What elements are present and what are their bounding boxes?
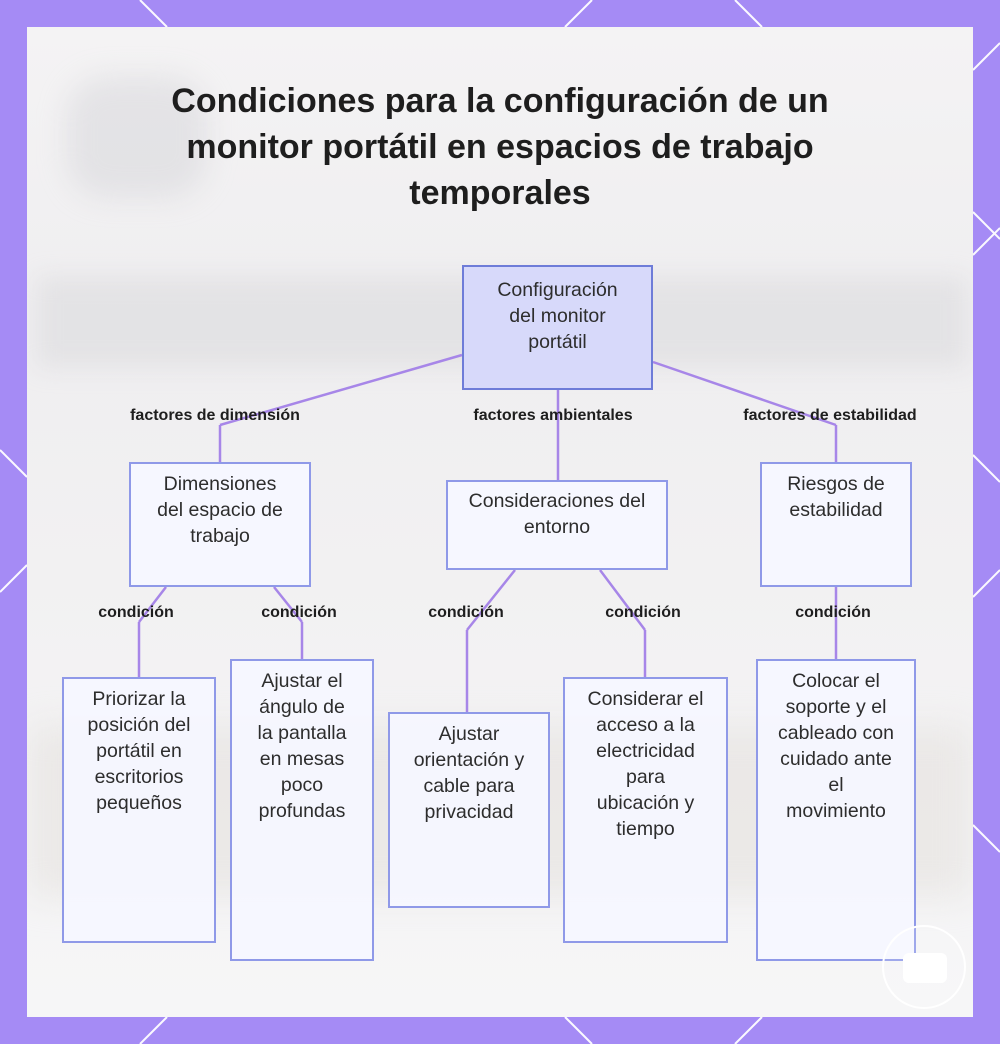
diagram-title: Condiciones para la configuración de un monitor portátil en espacios de trabajo temporales	[171, 82, 829, 212]
leaf-node-2	[388, 712, 550, 908]
branch-node-environment-label: Consideraciones del entorno	[468, 490, 646, 538]
condition-label-0: condición	[98, 604, 174, 621]
condition-label-1: condición	[261, 604, 337, 621]
condition-label-2: condición	[428, 604, 504, 621]
leaf-node-0-label: Priorizar la posición del portátil en escritorios pequeños	[87, 688, 191, 814]
leaf-node-0	[62, 677, 216, 943]
edge-label-dimension: factores de dimensión	[130, 407, 300, 424]
branch-node-environment	[446, 480, 668, 570]
leaf-node-3-label: Considerar el acceso a la electricidad para ubicación y tiempo	[587, 688, 704, 840]
chat-bubble-icon[interactable]	[882, 925, 966, 1009]
leaf-node-2-label: Ajustar orientación y cable para privacidad	[413, 723, 525, 823]
root-node	[462, 265, 653, 390]
edge-label-stability: factores de estabilidad	[743, 407, 917, 424]
edge-label-ambient: factores ambientales	[473, 407, 633, 424]
branch-node-stability	[760, 462, 912, 587]
leaf-node-4-label: Colocar el soporte y el cableado con cuidado ante el movimiento	[777, 670, 894, 822]
leaf-node-1	[230, 659, 374, 961]
branch-node-dimensions-label: Dimensiones del espacio de trabajo	[157, 473, 283, 547]
leaf-node-3	[563, 677, 728, 943]
leaf-node-4	[756, 659, 916, 961]
condition-label-3: condición	[605, 604, 681, 621]
condition-label-4: condición	[795, 604, 871, 621]
root-node-label: Configuración del monitor portátil	[497, 279, 618, 353]
branch-node-stability-label: Riesgos de estabilidad	[787, 473, 885, 521]
branch-node-dimensions	[129, 462, 311, 587]
leaf-node-1-label: Ajustar el ángulo de la pantalla en mesas poco profundas	[257, 670, 347, 822]
